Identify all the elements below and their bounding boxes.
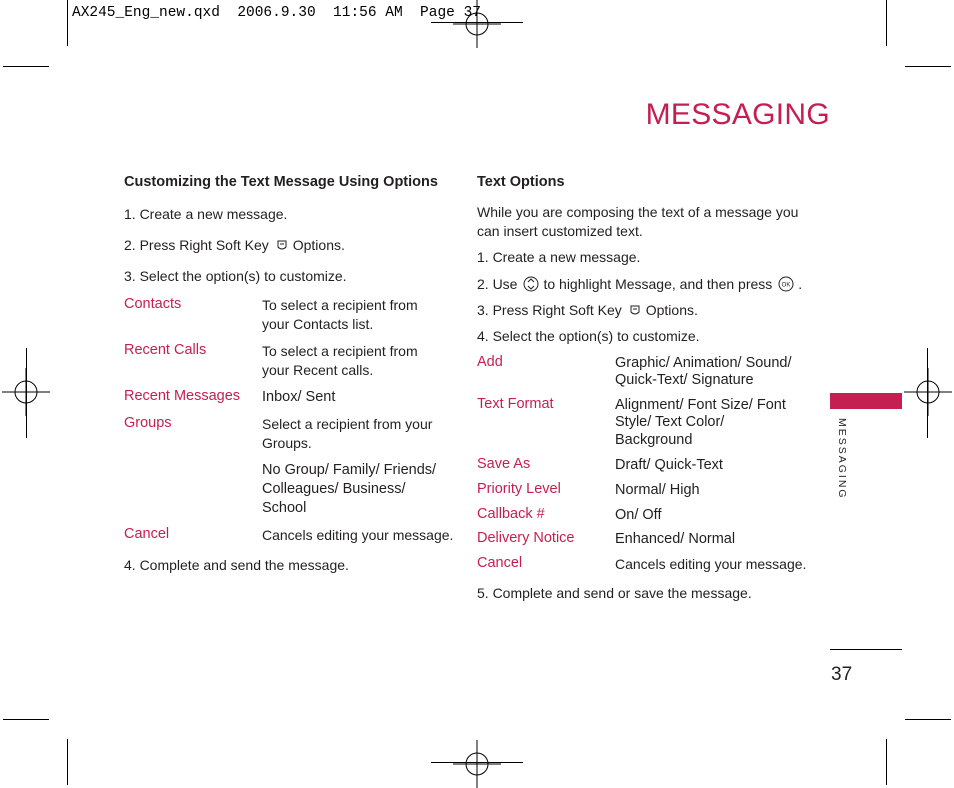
section-tab-label: MESSAGING (836, 418, 848, 500)
right-option-label: Delivery Notice (477, 530, 575, 546)
right-step-2-mid: to highlight Message, and then press (543, 276, 773, 292)
left-option-label: Groups (124, 415, 172, 431)
crop-mark (905, 66, 951, 67)
right-option-value: Cancels editing your message. (615, 556, 807, 572)
right-option-label: Callback # (477, 506, 545, 522)
page-title: MESSAGING (645, 98, 830, 131)
right-step-3-suffix: . (693, 302, 698, 318)
crop-mark (905, 719, 951, 720)
right-step-2-suffix: . (798, 276, 803, 292)
right-step-1: 1. Create a new message. (477, 249, 641, 265)
right-option-value: Background (615, 432, 693, 448)
left-step-4: 4. Complete and send the message. (124, 557, 349, 573)
crop-mark (67, 0, 68, 46)
left-step-2-option: Options (292, 237, 341, 253)
left-option-desc: your Recent calls. (262, 362, 374, 378)
right-step-3 (477, 301, 698, 320)
right-heading: Text Options (477, 174, 565, 190)
nav-key-icon (523, 276, 539, 292)
svg-text:OK: OK (781, 282, 791, 289)
right-option-value: Draft/ Quick-Text (615, 457, 723, 473)
left-option-desc: To select a recipient from (262, 343, 418, 359)
right-option-label: Cancel (477, 555, 523, 571)
registration-mark-icon (904, 368, 952, 416)
left-step-3: 3. Select the option(s) to customize. (124, 268, 347, 284)
left-step-2 (124, 236, 345, 255)
right-option-value: On/ Off (615, 507, 662, 523)
right-step-2-text: 2. Use (477, 276, 518, 292)
left-option-label: Contacts (124, 296, 182, 312)
right-option-label: Add (477, 354, 503, 370)
crop-mark (886, 0, 887, 46)
right-step-4: 4. Select the option(s) to customize. (477, 328, 700, 344)
right-intro: While you are composing the text of a message you (477, 204, 799, 220)
page-number: 37 (831, 664, 853, 685)
right-option-value: Style/ Text Color/ (615, 414, 725, 430)
left-option-label: Cancel (124, 526, 170, 542)
right-step-5: 5. Complete and send or save the message. (477, 585, 752, 601)
left-heading: Customizing the Text Message Using Options (124, 174, 438, 190)
crop-mark (927, 348, 928, 438)
right-soft-key-icon (275, 238, 289, 252)
right-option-value: Normal/ High (615, 482, 700, 498)
left-option-desc: No Group/ Family/ Friends/ (262, 462, 437, 478)
left-step-2-text: 2. Press Right Soft Key (124, 237, 269, 253)
crop-mark (67, 739, 68, 785)
crop-mark (3, 719, 49, 720)
right-option-label: Save As (477, 456, 531, 472)
right-step-3-option: Options (645, 302, 694, 318)
right-step-3-text: 3. Press Right Soft Key (477, 302, 622, 318)
left-step-1: 1. Create a new message. (124, 206, 288, 222)
left-option-desc: To select a recipient from (262, 297, 418, 313)
left-option-desc: Cancels editing your message. (262, 527, 454, 543)
left-option-desc: your Contacts list. (262, 316, 374, 332)
registration-mark-icon (453, 740, 501, 788)
right-option-value: Enhanced/ Normal (615, 531, 736, 547)
right-option-value: Quick-Text/ Signature (615, 372, 754, 388)
left-option-label: Recent Messages (124, 388, 241, 404)
right-option-label: Text Format (477, 396, 554, 412)
left-option-label: Recent Calls (124, 342, 207, 358)
ok-key-icon (778, 276, 794, 292)
print-slug: AX245_Eng_new.qxd 2006.9.30 11:56 AM Page 37 (72, 5, 481, 21)
crop-mark (886, 739, 887, 785)
left-option-desc: Groups. (262, 435, 312, 451)
right-step-2 (477, 275, 802, 294)
right-option-label: Priority Level (477, 481, 561, 497)
page-number-rule (830, 649, 902, 650)
right-option-value: Alignment/ Font Size/ Font (615, 397, 786, 413)
right-intro: can insert customized text. (477, 223, 643, 239)
crop-mark (26, 348, 27, 438)
crop-mark (3, 66, 49, 67)
right-option-value: Graphic/ Animation/ Sound/ (615, 355, 792, 371)
left-option-desc: Inbox/ Sent (262, 389, 336, 405)
right-soft-key-icon (628, 303, 642, 317)
section-tab-bar (830, 393, 902, 409)
left-option-desc: School (262, 500, 307, 516)
left-option-desc: Colleagues/ Business/ (262, 481, 406, 497)
left-step-2-suffix: . (340, 237, 345, 253)
registration-mark-icon (453, 0, 501, 48)
left-option-desc: Select a recipient from your (262, 416, 433, 432)
